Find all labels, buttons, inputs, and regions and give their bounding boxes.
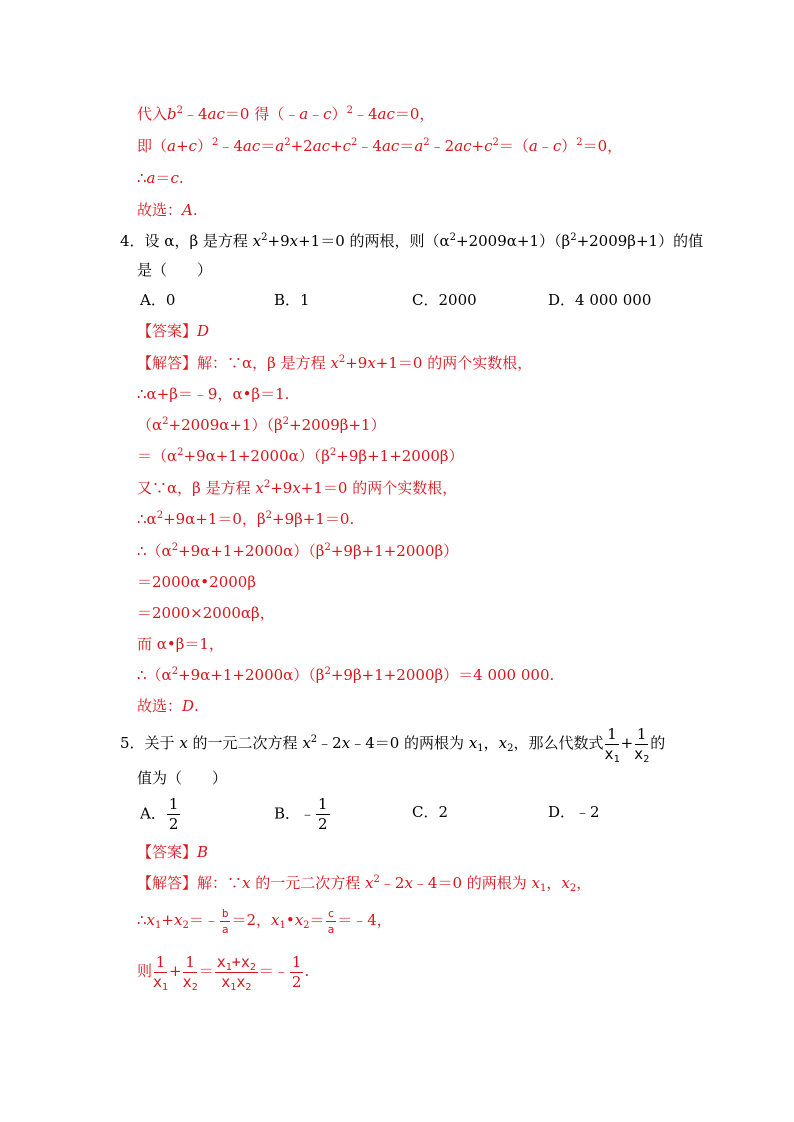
solution-line: ∴α+β＝﹣9，α•β＝1. — [137, 385, 290, 403]
fraction: $\frac{1}{2}$ — [291, 952, 302, 991]
fraction: $\frac{1}{x_1}$ — [153, 952, 169, 993]
solution-line: $\therefore\alpha^2+9\alpha+1=0$，$\beta^2+9\beta+1=0$. — [137, 510, 355, 528]
solution-line: 【解答】解：∵x 的一元二次方程 $x^2﹣2x﹣4=0$ 的两根为 $x_1$，$x_2$， — [137, 874, 592, 894]
solution-line: $(\alpha^2+2009\alpha+1)(\beta^2+2009\beta+1)$ — [137, 416, 386, 434]
option-c: C．2 — [412, 803, 449, 821]
solution-line: 而 α•β＝1， — [137, 635, 224, 653]
answer-line: 【答案】D — [137, 322, 210, 340]
option-b: B．1 — [274, 291, 310, 309]
solution-line: $\therefore(\alpha^2+9\alpha+1+2000\alpha)(\beta^2+9\beta+1+2000\beta)=4$ 000 000. — [137, 666, 555, 684]
solution-line: $\therefore(\alpha^2+9\alpha+1+2000\alpha)(\beta^2+9\beta+1+2000\beta)$ — [137, 542, 459, 560]
fraction: $\frac{c}{a}$ — [327, 906, 335, 936]
solution-line: 故选：D. — [137, 697, 199, 715]
question-5-stem: 5．关于 x 的一元二次方程 $x^2﹣2x﹣4=0$ 的两根为 $x_1$，$x_2$，那么代数式 $\frac{1}{x_1}$ + $\frac{1}{x_2}$ 的 — [120, 724, 666, 765]
fraction: $\frac{b}{a}$ — [221, 906, 229, 936]
option-a: A．0 — [140, 291, 176, 309]
fraction: $\frac{1}{2}$ — [318, 795, 328, 833]
option-d: D．4 000 000 — [548, 291, 652, 309]
solution-line: ＝2000×2000αβ， — [137, 604, 275, 622]
option-b: B．﹣ $\frac{1}{2}$ — [274, 795, 328, 833]
solution-line: 又∵α，β 是方程 $x^2+9x+1=0$ 的两个实数根， — [137, 479, 458, 497]
fraction: $\frac{1}{x_1}$ — [604, 724, 620, 765]
solution-line: 代入$b^2﹣4ac=0$ 得（﹣a﹣c）$^2$﹣4ac＝0， — [137, 105, 435, 123]
solution-line: 则 $\frac{1}{x_1}$ + $\frac{1}{x_2}$ ＝ $\frac{x_1+x_2}{x_1x_2}$ ＝﹣ $\frac{1}{2}$ . — [137, 952, 310, 993]
question-4-stem-cont: 是（ ） — [137, 261, 213, 279]
question-5-stem-cont: 值为（ ） — [137, 769, 228, 787]
option-d: D．﹣2 — [548, 803, 600, 821]
fraction: $\frac{x_1+x_2}{x_1x_2}$ — [216, 952, 256, 993]
solution-line: ∴a＝c. — [137, 169, 184, 187]
fraction: $\frac{1}{x_2}$ — [182, 952, 198, 993]
solution-line: $=(\alpha^2+9\alpha+1+2000\alpha)(\beta^2+9\beta+1+2000\beta)$ — [137, 447, 464, 465]
solution-line: $\therefore x_1+x_2=﹣$ $\frac{b}{a}$ ＝2，$x_1•x_2=$ $\frac{c}{a}$ ＝﹣4， — [137, 906, 392, 936]
question-4-stem: 4．设 α，β 是方程 $x^2+9x+1=0$ 的两根，则$(\alpha^2+2009\alpha+1)(\beta^2+2009\beta+1)$的值 — [120, 232, 704, 250]
option-c: C．2000 — [412, 291, 477, 309]
solution-line: 故选：A. — [137, 201, 198, 219]
solution-line: ＝2000α•2000β — [137, 573, 256, 591]
fraction: $\frac{1}{2}$ — [168, 795, 179, 833]
solution-line: 即$(a+c)^2﹣4ac=a^2+2ac+c^2﹣4ac=a^2﹣2ac+c^2=(a﹣c)^2=0$， — [137, 137, 623, 155]
solution-line: 【解答】解：∵α，β 是方程 $x^2+9x+1=0$ 的两个实数根， — [137, 354, 533, 372]
fraction: $\frac{1}{x_2}$ — [634, 724, 650, 765]
option-a: A． $\frac{1}{2}$ — [140, 795, 179, 833]
answer-line: 【答案】B — [137, 843, 209, 861]
